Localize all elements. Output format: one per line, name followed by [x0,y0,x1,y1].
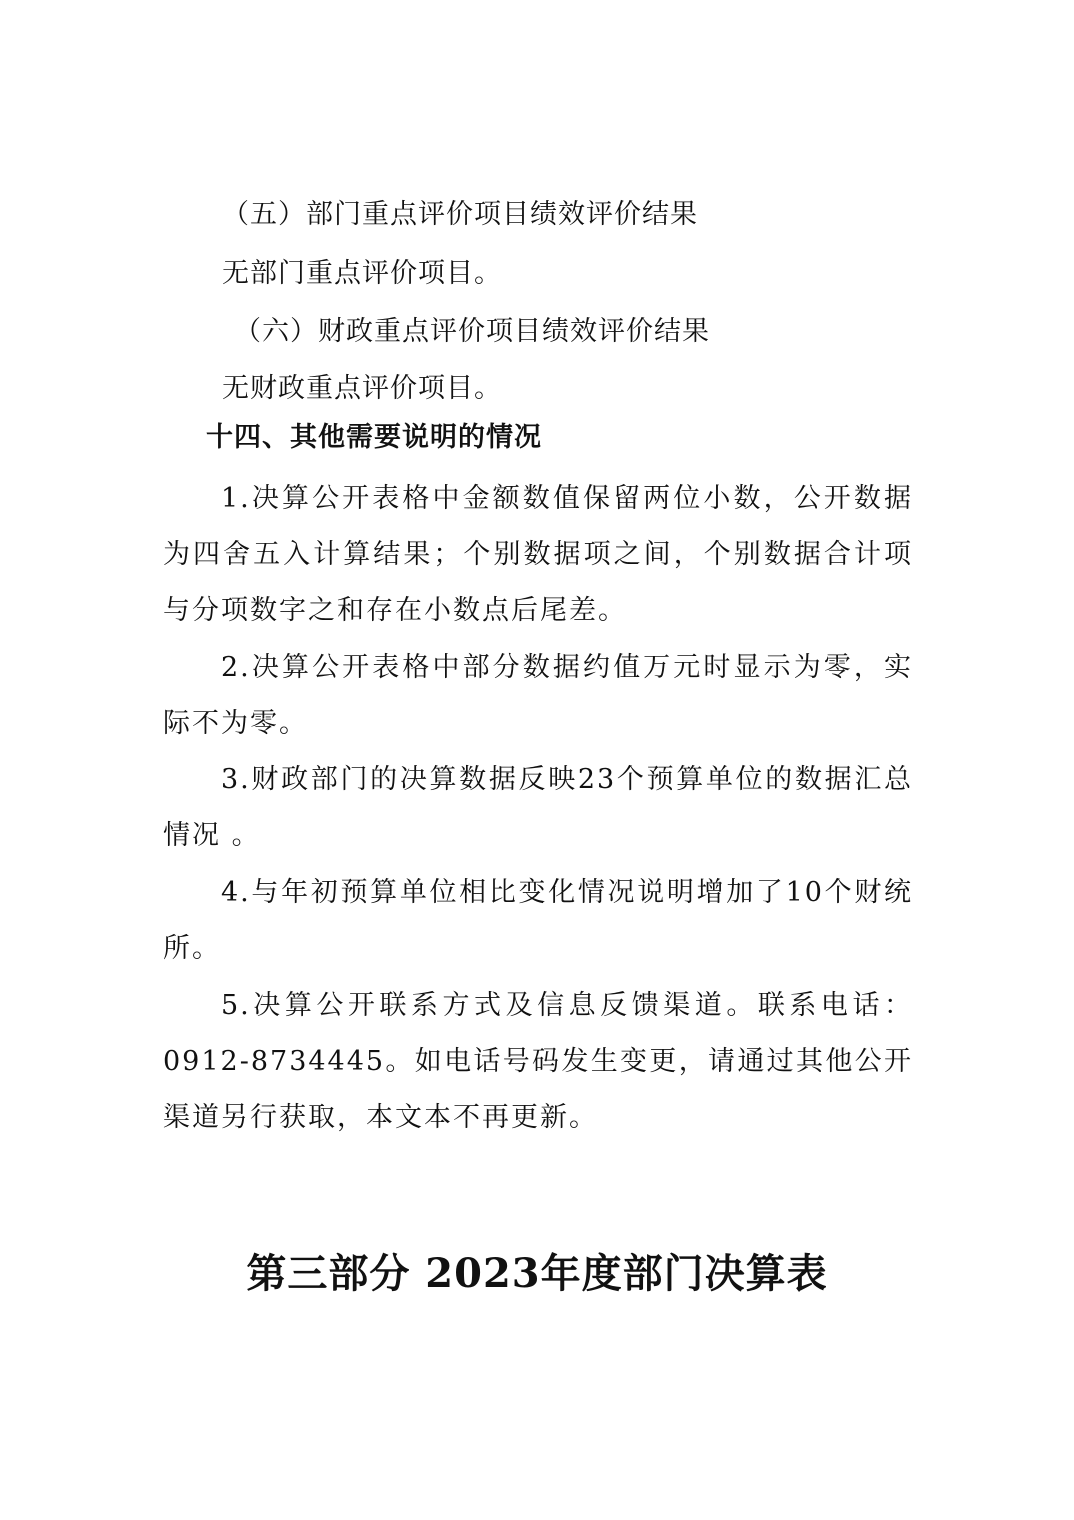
note-2: 2.决算公开表格中部分数据约值万元时显示为零，实际不为零。 [163,652,913,739]
section5-heading: （五）部门重点评价项目绩效评价结果 [222,199,698,230]
note-1: 1.决算公开表格中金额数值保留两位小数，公开数据为四舍五入计算结果；个别数据项之间，个别数据合计项与分项数字之和存在小数点后尾差。 [163,483,913,626]
section6-heading: （六）财政重点评价项目绩效评价结果 [234,316,710,347]
section6-text: 无财政重点评价项目。 [222,373,502,404]
note-5: 5.决算公开联系方式及信息反馈渠道。联系电话：0912-8734445。如电话号码发生变更，请通过其他公开渠道另行获取，本文本不再更新。 [163,990,913,1133]
section14-heading: 十四、其他需要说明的情况 [206,422,542,453]
part-three-title: 第三部分 2023年度部门决算表 [246,1250,828,1297]
note-3: 3.财政部门的决算数据反映23个预算单位的数据汇总情况 。 [163,764,913,851]
section5-text: 无部门重点评价项目。 [222,258,502,289]
note-4: 4.与年初预算单位相比变化情况说明增加了10个财统所。 [163,877,913,964]
